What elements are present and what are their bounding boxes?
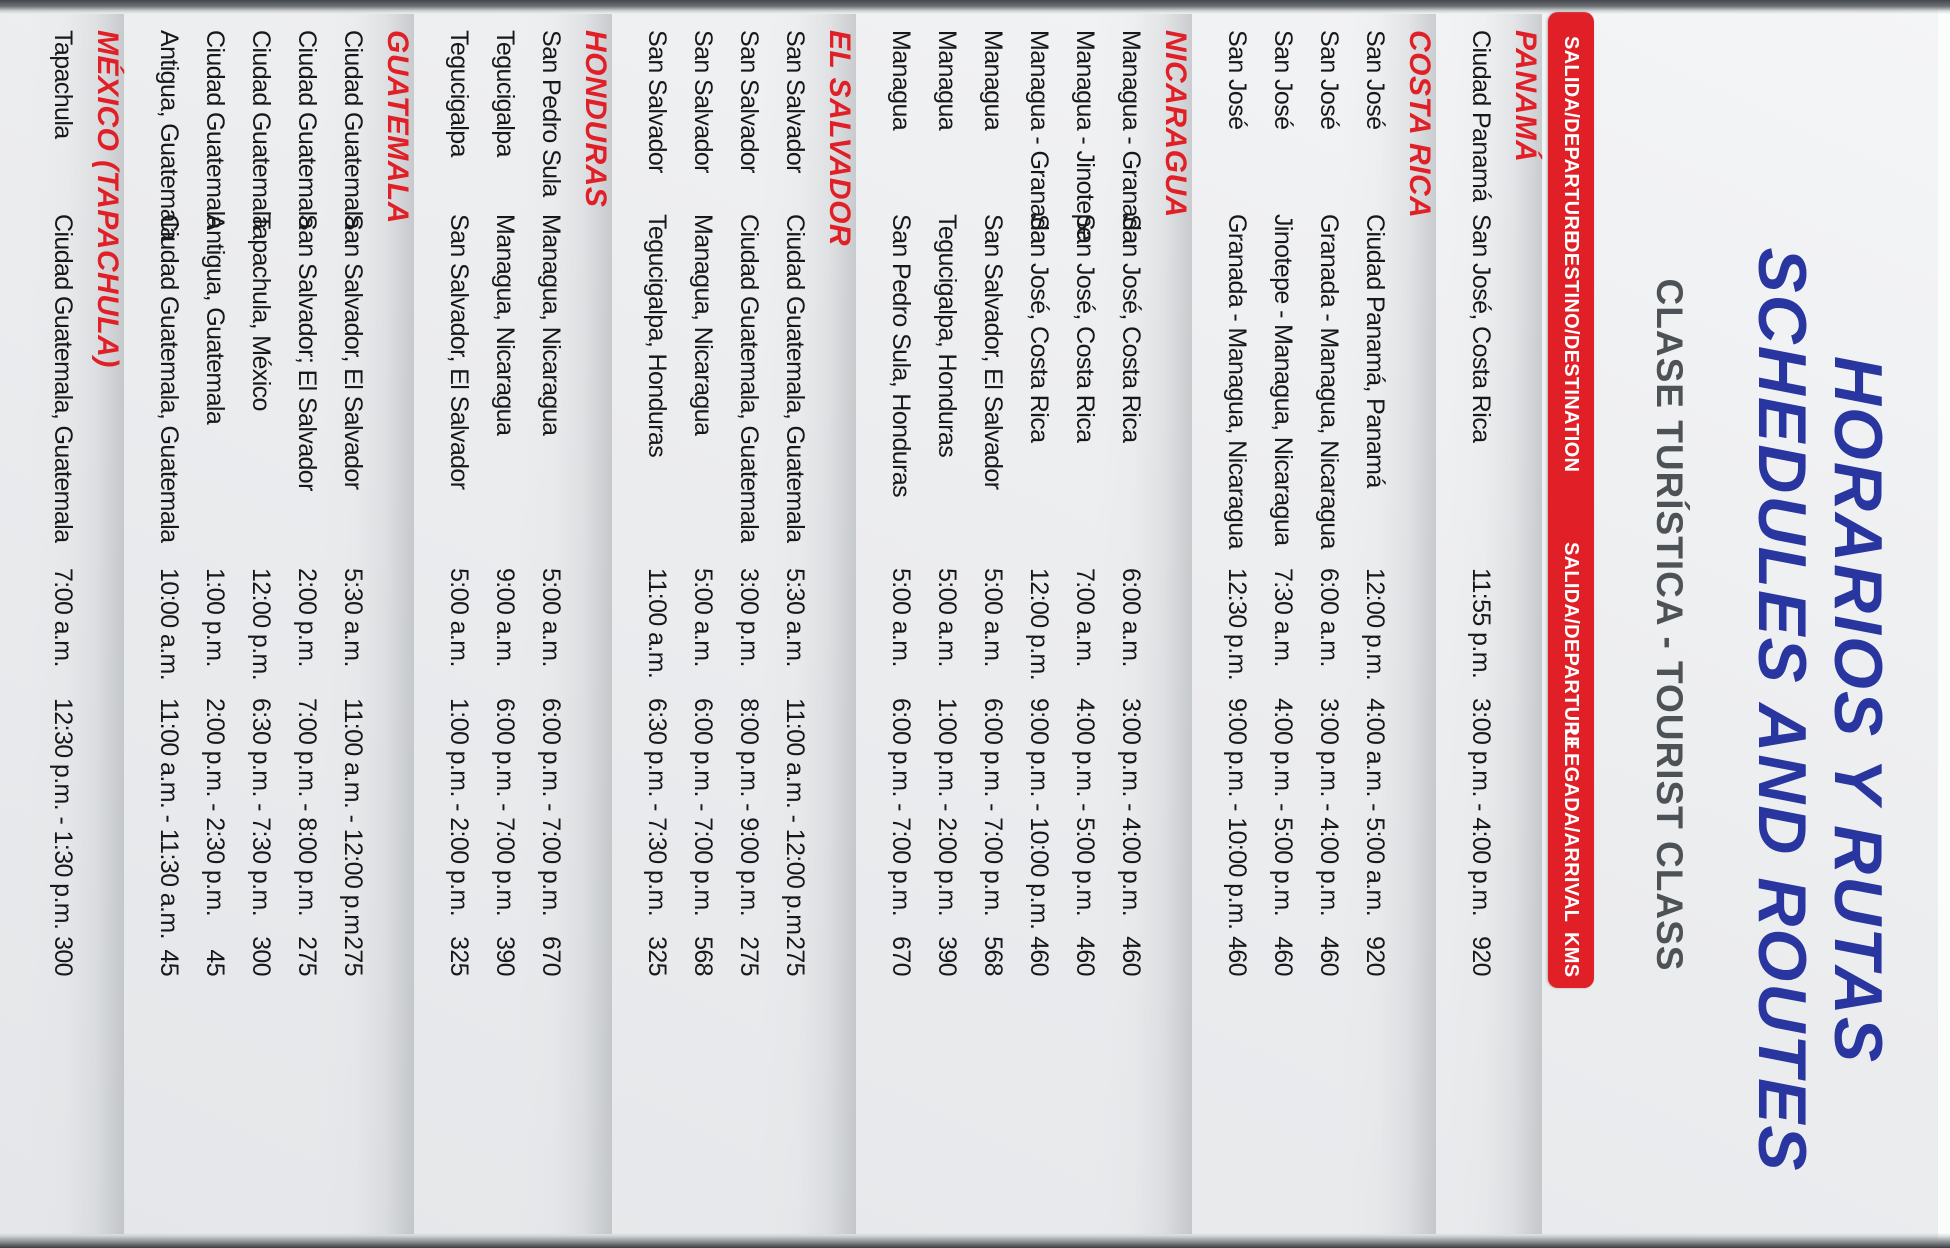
cell-departure-time: 11:00 a.m. [643, 568, 671, 679]
sign-title-line1: HORARIOS Y RUTAS [1820, 355, 1896, 1065]
table-row [1206, 14, 1252, 1234]
table-row [870, 14, 916, 1234]
schedule-table [18, 14, 1542, 1234]
cell-departure-time: 12:30 p.m. [1223, 568, 1251, 681]
cell-kms: 45 [155, 949, 183, 976]
cell-origin: San Pedro Sula [537, 30, 565, 197]
cell-departure-time: 11:55 p.m. [1467, 568, 1495, 679]
cell-departure-time: 9:00 a.m. [491, 568, 519, 667]
cell-origin: Ciudad Guatemala [339, 30, 367, 229]
cell-destination: San Salvador, El Salvador [445, 214, 473, 490]
table-row [626, 14, 672, 1234]
photo-edge-bottom [0, 1233, 1950, 1248]
table-row [1008, 14, 1054, 1234]
cell-origin: Ciudad Guatemala [201, 30, 229, 229]
cell-kms: 325 [445, 936, 473, 976]
cell-origin: Managua [887, 30, 915, 131]
cell-departure-time: 5:00 a.m. [537, 568, 565, 667]
section-header: MÉXICO (TAPACHULA) [91, 30, 124, 368]
cell-arrival-range: 6:00 p.m. - 7:00 p.m. [689, 698, 717, 917]
table-row [230, 14, 276, 1234]
cell-destination: Managua, Nicaragua [491, 214, 519, 436]
cell-destination: San Salvador; El Salvador [293, 214, 321, 491]
cell-destination: San José, Costa Rica [1117, 214, 1145, 443]
cell-origin: San José [1315, 30, 1343, 130]
table-row [474, 14, 520, 1234]
cell-destination: San Salvador, El Salvador [339, 214, 367, 490]
cell-kms: 670 [537, 936, 565, 976]
cell-arrival-range: 2:00 p.m. - 2:30 p.m. [201, 698, 229, 917]
cell-arrival-range: 4:00 a.m. - 5:00 a.m. [1361, 698, 1389, 917]
cell-kms: 325 [643, 936, 671, 976]
cell-destination: Tegucigalpa, Honduras [933, 214, 961, 458]
cell-kms: 390 [491, 936, 519, 976]
table-row [764, 14, 810, 1234]
cell-origin: Ciudad Panamá [1467, 30, 1495, 202]
cell-origin: Tegucigalpa [445, 30, 473, 157]
schedule-section [626, 14, 856, 1234]
table-row [322, 14, 368, 1234]
cell-arrival-range: 9:00 p.m. - 10:00 p.m. [1223, 698, 1251, 930]
schedule-section [32, 14, 124, 1234]
schedule-section [138, 14, 414, 1234]
cell-departure-time: 10:00 a.m. [155, 568, 183, 681]
photo-edge-top [0, 0, 1950, 14]
cell-destination: Ciudad Guatemala, Guatemala [155, 214, 183, 543]
cell-destination: San Salvador, El Salvador [979, 214, 1007, 490]
cell-arrival-range: 6:00 p.m. - 7:00 p.m. [887, 698, 915, 917]
cell-origin: Managua - Jinotepe [1071, 30, 1099, 241]
cell-kms: 460 [1071, 936, 1099, 976]
table-row [962, 14, 1008, 1234]
section-header: NICARAGUA [1159, 30, 1192, 218]
table-row [1100, 14, 1146, 1234]
cell-arrival-range: 4:00 p.m. - 5:00 p.m. [1071, 698, 1099, 917]
cell-departure-time: 12:00 p.m. [247, 568, 275, 681]
sign-title-line2: SCHEDULES AND ROUTES [1744, 247, 1820, 1173]
cell-origin: Managua - Granada [1025, 30, 1053, 244]
cell-origin: Managua [933, 30, 961, 131]
paper-top-edge [1938, 0, 1950, 1248]
cell-arrival-range: 4:00 p.m. - 5:00 p.m. [1269, 698, 1297, 917]
schedule-section [428, 14, 612, 1234]
cell-departure-time: 5:00 a.m. [689, 568, 717, 667]
cell-departure-time: 6:00 a.m. [1315, 568, 1343, 667]
table-row [718, 14, 764, 1234]
table-row [276, 14, 322, 1234]
cell-destination: Ciudad Guatemala, Guatemala [781, 214, 809, 543]
cell-origin: Antigua, Guatemala [155, 30, 183, 241]
cell-arrival-range: 3:00 p.m. - 4:00 p.m. [1467, 698, 1495, 917]
cell-departure-time: 2:00 p.m. [293, 568, 321, 667]
table-row [1298, 14, 1344, 1234]
table-row [916, 14, 962, 1234]
cell-destination: Tegucigalpa, Honduras [643, 214, 671, 458]
cell-origin: Managua - Granada [1117, 30, 1145, 244]
cell-origin: San José [1269, 30, 1297, 130]
cell-kms: 275 [735, 936, 763, 976]
cell-arrival-range: 7:00 p.m. - 8:00 p.m. [293, 698, 321, 917]
cell-arrival-range: 12:30 p.m. - 1:30 p.m. [49, 698, 77, 930]
cell-arrival-range: 1:00 p.m. - 2:00 p.m. [933, 698, 961, 917]
cell-kms: 300 [247, 936, 275, 976]
sign-subtitle: CLASE TURÍSTICA - TOURIST CLASS [1649, 278, 1690, 972]
cell-departure-time: 5:30 a.m. [781, 568, 809, 667]
sign-title [1744, 190, 1896, 1230]
cell-kms: 460 [1269, 936, 1297, 976]
cell-arrival-range: 6:00 p.m. - 7:00 p.m. [537, 698, 565, 917]
schedule-section [1450, 14, 1542, 1234]
cell-origin: San Salvador [735, 30, 763, 173]
cell-departure-time: 3:00 p.m. [735, 568, 763, 667]
cell-destination: San Pedro Sula, Honduras [887, 214, 915, 498]
table-row [1344, 14, 1390, 1234]
column-header-arrival: LLEGADA/ARRIVAL [1560, 728, 1582, 923]
column-header-banner [1548, 12, 1594, 988]
cell-origin: San Salvador [643, 30, 671, 173]
cell-kms: 300 [49, 936, 77, 976]
cell-origin: Ciudad Guatemala [293, 30, 321, 229]
cell-destination: Antigua, Guatemala [201, 214, 229, 425]
table-row [32, 14, 78, 1234]
cell-kms: 460 [1117, 936, 1145, 976]
column-header-departure-city: SALIDA/DEPARTURE [1560, 36, 1582, 244]
column-header-kms: KMS [1560, 932, 1582, 978]
cell-origin: Tapachula [49, 30, 77, 139]
schedule-section [870, 14, 1192, 1234]
cell-destination: Jinotepe - Managua, Nicaragua [1269, 214, 1297, 546]
cell-kms: 275 [781, 936, 809, 976]
section-header: PANAMÁ [1509, 30, 1542, 163]
cell-destination: Managua, Nicaragua [537, 214, 565, 436]
cell-arrival-range: 11:00 a.m. - 12:00 p.m. [781, 698, 809, 941]
cell-departure-time: 1:00 p.m. [201, 568, 229, 667]
column-header-departure-time: SALIDA/DEPARTURE [1560, 542, 1582, 750]
section-header: COSTA RICA [1403, 30, 1436, 219]
cell-kms: 45 [201, 949, 229, 976]
cell-departure-time: 5:00 a.m. [979, 568, 1007, 667]
cell-departure-time: 5:30 a.m. [339, 568, 367, 667]
cell-kms: 568 [689, 936, 717, 976]
table-row [1450, 14, 1496, 1234]
cell-origin: San Salvador [781, 30, 809, 173]
cell-kms: 460 [1025, 936, 1053, 976]
cell-destination: San José, Costa Rica [1467, 214, 1495, 443]
cell-origin: Managua [979, 30, 1007, 131]
cell-kms: 920 [1467, 936, 1495, 976]
cell-origin: San José [1361, 30, 1389, 130]
cell-arrival-range: 6:30 p.m. - 7:30 p.m. [247, 698, 275, 917]
cell-arrival-range: 8:00 p.m. - 9:00 p.m. [735, 698, 763, 917]
table-row [138, 14, 184, 1234]
cell-departure-time: 7:30 a.m. [1269, 568, 1297, 667]
cell-destination: Managua, Nicaragua [689, 214, 717, 436]
cell-arrival-range: 6:00 p.m. - 7:00 p.m. [979, 698, 1007, 917]
cell-arrival-range: 3:00 p.m. - 4:00 p.m. [1117, 698, 1145, 917]
table-row [184, 14, 230, 1234]
cell-kms: 568 [979, 936, 1007, 976]
cell-arrival-range: 11:00 a.m. - 12:00 p.m. [339, 698, 367, 941]
table-row [1252, 14, 1298, 1234]
cell-arrival-range: 9:00 p.m. - 10:00 p.m. [1025, 698, 1053, 930]
cell-kms: 275 [339, 936, 367, 976]
cell-destination: Tapachula, México [247, 214, 275, 411]
cell-departure-time: 5:00 a.m. [933, 568, 961, 667]
cell-kms: 920 [1361, 936, 1389, 976]
cell-destination: San José, Costa Rica [1025, 214, 1053, 443]
cell-departure-time: 5:00 a.m. [887, 568, 915, 667]
cell-destination: Granada - Managua, Nicaragua [1315, 214, 1343, 549]
cell-arrival-range: 3:00 p.m. - 4:00 p.m. [1315, 698, 1343, 917]
cell-arrival-range: 11:00 a.m. - 11:30 a.m. [155, 698, 183, 939]
cell-origin: Tegucigalpa [491, 30, 519, 157]
section-header: EL SALVADOR [823, 30, 856, 247]
cell-destination: Ciudad Guatemala, Guatemala [49, 214, 77, 543]
cell-kms: 390 [933, 936, 961, 976]
table-row [428, 14, 474, 1234]
section-header: HONDURAS [579, 30, 612, 208]
cell-departure-time: 12:00 p.m. [1361, 568, 1389, 681]
table-row [672, 14, 718, 1234]
table-row [520, 14, 566, 1234]
cell-departure-time: 7:00 a.m. [49, 568, 77, 667]
cell-kms: 460 [1223, 936, 1251, 976]
cell-arrival-range: 6:00 p.m. - 7:00 p.m. [491, 698, 519, 917]
cell-origin: Ciudad Guatemala [247, 30, 275, 229]
cell-departure-time: 5:00 a.m. [445, 568, 473, 667]
cell-departure-time: 7:00 a.m. [1071, 568, 1099, 667]
cell-destination: Granada - Managua, Nicaragua [1223, 214, 1251, 549]
schedule-section [1206, 14, 1436, 1234]
cell-kms: 460 [1315, 936, 1343, 976]
cell-destination: Ciudad Guatemala, Guatemala [735, 214, 763, 543]
cell-arrival-range: 6:30 p.m. - 7:30 p.m. [643, 698, 671, 917]
cell-destination: San José, Costa Rica [1071, 214, 1099, 443]
section-header: GUATEMALA [381, 30, 414, 224]
column-header-destination: DESTINO/DESTINATION [1560, 238, 1582, 473]
cell-departure-time: 6:00 a.m. [1117, 568, 1145, 667]
table-row [1054, 14, 1100, 1234]
cell-kms: 670 [887, 936, 915, 976]
cell-destination: Ciudad Panamá, Panamá [1361, 214, 1389, 488]
cell-origin: San Salvador [689, 30, 717, 173]
cell-departure-time: 12:00 p.m. [1025, 568, 1053, 681]
cell-origin: San José [1223, 30, 1251, 130]
cell-arrival-range: 1:00 p.m. - 2:00 p.m. [445, 698, 473, 917]
cell-kms: 275 [293, 936, 321, 976]
